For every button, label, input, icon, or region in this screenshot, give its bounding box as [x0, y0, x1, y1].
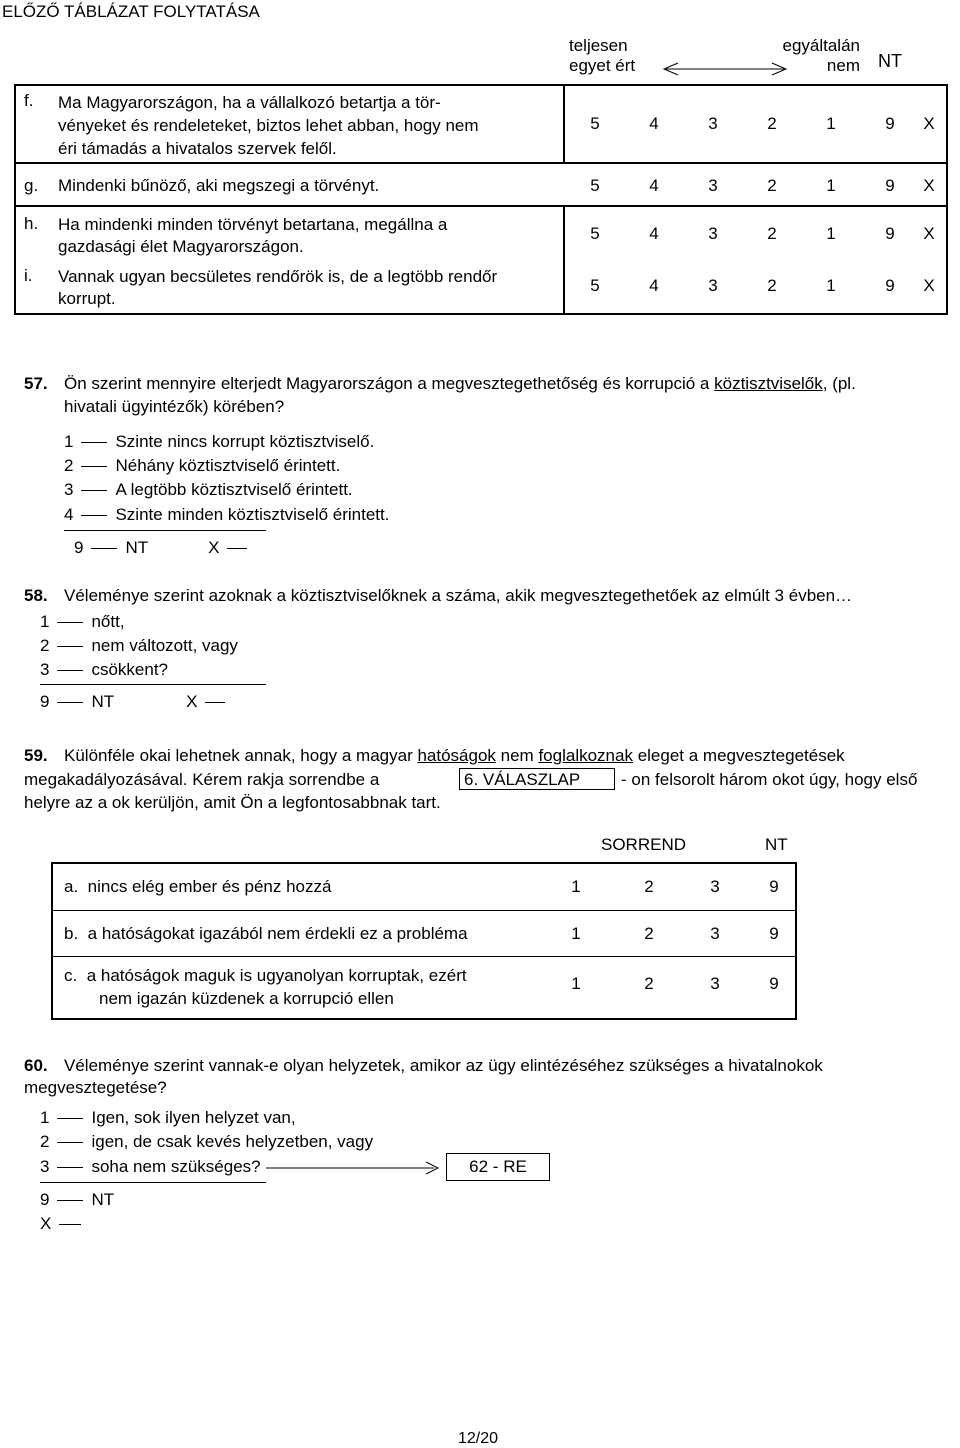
rank-nt[interactable]: 9 [769, 877, 779, 896]
answer-card-box: 6. VÁLASZLAP [459, 768, 615, 790]
q57-option[interactable]: 2 Néhány köztisztviselő érintett. [64, 456, 341, 475]
q57-question-cont: hivatali ügyintézők) körében? [64, 397, 285, 416]
q58-nt-row[interactable]: 9 NT X [40, 692, 233, 712]
scale-arrow-icon [660, 62, 790, 76]
rank-1[interactable]: 1 [571, 877, 581, 896]
q60-option[interactable]: 3 soha nem szükséges? [40, 1157, 261, 1176]
code-2[interactable]: 2 [767, 114, 777, 133]
q59-number: 59. [24, 746, 48, 765]
q59-col-nt: NT [765, 835, 788, 854]
code-5[interactable]: 5 [590, 276, 600, 295]
q60-number: 60. [24, 1056, 48, 1075]
q59-row-c: c. a hatóságok maguk is ugyanolyan korruptak, ezért nem igazán küzdenek a korrupció ellen [64, 966, 467, 1008]
skip-arrow-icon [266, 1160, 446, 1176]
q57-option[interactable]: 1 Szinte nincs korrupt köztisztviselő. [64, 432, 375, 451]
q60-divider [40, 1182, 266, 1183]
q57-number: 57. [24, 374, 48, 393]
q60-question-cont: megvesztegetése? [24, 1078, 167, 1097]
q59-row-b: b. a hatóságokat igazából nem érdekli ez a probléma [64, 924, 468, 943]
row-g-letter: g. [24, 176, 39, 195]
row-g-statement: Mindenki bűnöző, aki megszegi a törvényt. [58, 176, 380, 195]
q58-option[interactable]: 3 csökkent? [40, 660, 169, 679]
q60-option[interactable]: 2 igen, de csak kevés helyzetben, vagy [40, 1132, 374, 1151]
q58-divider [40, 684, 266, 685]
rank-3[interactable]: 3 [710, 877, 720, 896]
q57-question: Ön szerint mennyire elterjedt Magyarországon a megvesztegethetőség és korrupció a köztisztviselők, (pl. [64, 374, 856, 393]
code-3[interactable]: 3 [708, 176, 718, 195]
row-f-statement: Ma Magyarországon, ha a vállalkozó betartja a tör- vényeket és rendeleteket, biztos lehet abban, hogy nem éri támadás a hivatalos szervek felől. [58, 93, 479, 158]
code-2[interactable]: 2 [767, 224, 777, 243]
scale-left-label: teljesen egyet ért [569, 36, 636, 75]
code-2[interactable]: 2 [767, 276, 777, 295]
code-4[interactable]: 4 [649, 114, 659, 133]
rank-3[interactable]: 3 [710, 974, 720, 993]
code-1[interactable]: 1 [826, 224, 836, 243]
q58-number: 58. [24, 586, 48, 605]
q59-col-order: SORREND [601, 835, 687, 854]
page-header: ELŐZŐ TÁBLÁZAT FOLYTATÁSA [2, 2, 260, 21]
q60-nt-option[interactable]: 9 NT [40, 1190, 115, 1209]
code-5[interactable]: 5 [590, 224, 600, 243]
code-5[interactable]: 5 [590, 176, 600, 195]
code-3[interactable]: 3 [708, 224, 718, 243]
code-1[interactable]: 1 [826, 176, 836, 195]
code-9[interactable]: 9 [885, 276, 895, 295]
code-x[interactable]: X [923, 276, 935, 295]
code-9[interactable]: 9 [885, 224, 895, 243]
q57-divider [64, 530, 266, 531]
scale-nt-label: NT [878, 51, 902, 71]
code-9[interactable]: 9 [885, 176, 895, 195]
row-f-letter: f. [24, 91, 34, 110]
q60-x-option[interactable]: X [40, 1214, 89, 1234]
q57-option[interactable]: 3 A legtöbb köztisztviselő érintett. [64, 480, 353, 499]
skip-to-box: 62 - RE [446, 1153, 550, 1181]
code-x[interactable]: X [923, 114, 935, 133]
code-9[interactable]: 9 [885, 114, 895, 133]
q59-question-line2-b: - on felsorolt három okot úgy, hogy első [621, 770, 918, 789]
rank-1[interactable]: 1 [571, 974, 581, 993]
q60-option[interactable]: 1 Igen, sok ilyen helyzet van, [40, 1108, 296, 1127]
code-1[interactable]: 1 [826, 276, 836, 295]
q58-option[interactable]: 2 nem változott, vagy [40, 636, 238, 655]
q59-question-line1: Különféle okai lehetnek annak, hogy a magyar hatóságok nem foglalkoznak eleget a megvesztegetések [64, 746, 845, 765]
q60-question: Véleménye szerint vannak-e olyan helyzetek, amikor az ügy elintézéséhez szükséges a hivatalnokok [64, 1056, 823, 1075]
row-i-letter: i. [24, 266, 33, 285]
rank-1[interactable]: 1 [571, 924, 581, 943]
row-h-statement: Ha mindenki minden törvényt betartana, megállna a gazdasági élet Magyarországon. [58, 215, 448, 256]
rank-nt[interactable]: 9 [769, 974, 779, 993]
rank-3[interactable]: 3 [710, 924, 720, 943]
row-h-letter: h. [24, 214, 39, 233]
code-5[interactable]: 5 [590, 114, 600, 133]
q57-option[interactable]: 4 Szinte minden köztisztviselő érintett. [64, 505, 390, 524]
q58-question: Véleménye szerint azoknak a köztisztviselőknek a száma, akik megvesztegethetőek az elmúlt 3 évben… [64, 586, 853, 605]
code-2[interactable]: 2 [767, 176, 777, 195]
code-4[interactable]: 4 [649, 176, 659, 195]
rank-2[interactable]: 2 [644, 974, 654, 993]
rank-nt[interactable]: 9 [769, 924, 779, 943]
code-4[interactable]: 4 [649, 224, 659, 243]
scale-right-label: egyáltalán nem [782, 36, 860, 75]
code-1[interactable]: 1 [826, 114, 836, 133]
page-number: 12/20 [458, 1430, 499, 1447]
q59-question-line2-a: megakadályozásával. Kérem rakja sorrendbe a [24, 770, 380, 789]
code-x[interactable]: X [923, 224, 935, 243]
row-i-statement: Vannak ugyan becsületes rendőrök is, de a legtöbb rendőr korrupt. [58, 267, 498, 308]
code-4[interactable]: 4 [649, 276, 659, 295]
q59-row-a: a. nincs elég ember és pénz hozzá [64, 877, 332, 896]
q59-question-line3: helyre az a ok kerüljön, amit Ön a legfontosabbnak tart. [24, 793, 441, 812]
code-3[interactable]: 3 [708, 276, 718, 295]
rank-2[interactable]: 2 [644, 924, 654, 943]
q57-nt-row[interactable]: 9 NT X [74, 538, 255, 558]
code-3[interactable]: 3 [708, 114, 718, 133]
code-x[interactable]: X [923, 176, 935, 195]
rank-2[interactable]: 2 [644, 877, 654, 896]
q58-option[interactable]: 1 nőtt, [40, 612, 125, 631]
